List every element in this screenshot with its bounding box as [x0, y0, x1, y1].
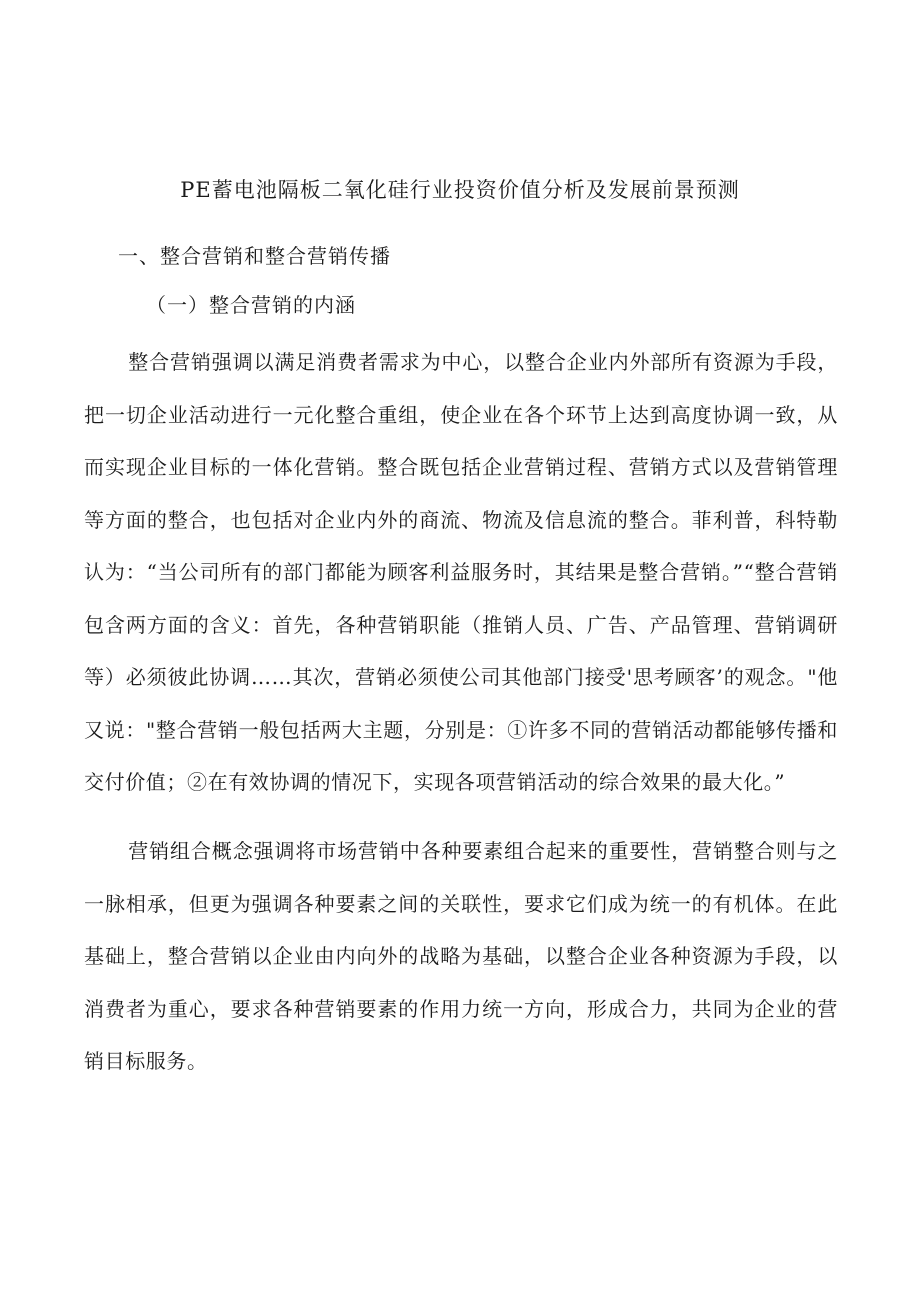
body-paragraph — [84, 825, 838, 1088]
document-title: PE蓄电池隔板二氧化硅行业投资价值分析及发展前景预测 — [180, 178, 740, 202]
body-paragraph — [84, 336, 838, 809]
section-heading: 一、整合营销和整合营销传播 — [118, 244, 391, 268]
paragraph-text: 整合营销强调以满足消费者需求为中心，以整合企业内外部所有资源为手段，把一切企业活动进行一元化整合重组，使企业在各个环节上达到高度协调一致，从而实现企业目标的一体化营销。整合既包括企业营销过程、营销方式以及营销管理等方面的整合，也包括对企业内外的商流、物流及信息流的整合。菲利普，科特勒认为：“当公司所有的部门都能为顾客利益服务时，其结果是整合营销。”“整合营销包含两方面的含义：首先，各种营销职能（推销人员、广告、产品管理、营销调研等）必须彼此协调……其次，营销必须使公司其他部门接受'思考顾客’的观念。"他又说："整合营销一般包括两大主题，分别是：①许多不同的营销活动都能够传播和交付价值；②在有效协调的情况下，实现各项营销活动的综合效果的最大化。” — [84, 350, 838, 794]
paragraph-text: 营销组合概念强调将市场营销中各种要素组合起来的重要性，营销整合则与之一脉相承，但更为强调各种要素之间的关联性，要求它们成为统一的有机体。在此基础上，整合营销以企业由内向外的战略为基础，以整合企业各种资源为手段，以消费者为重心，要求各种营销要素的作用力统一方向，形成合力，共同为企业的营销目标服务。 — [84, 839, 838, 1073]
subsection-heading: （一）整合营销的内涵 — [146, 293, 356, 317]
